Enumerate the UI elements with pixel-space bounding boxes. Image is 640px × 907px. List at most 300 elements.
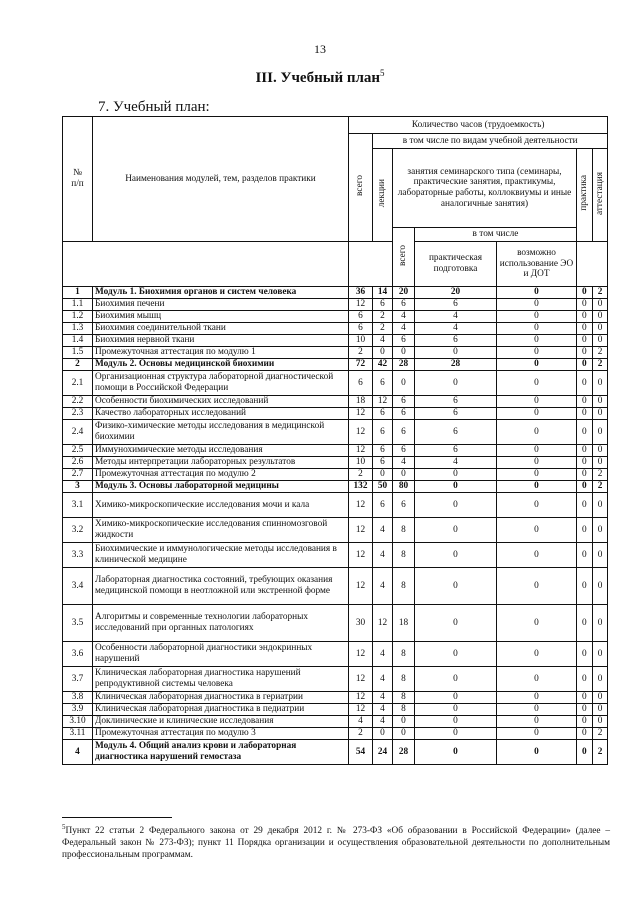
cell-total: 72 [349, 359, 373, 371]
table-row [63, 335, 608, 347]
cell-att: 0 [592, 543, 608, 568]
cell-eo: 0 [497, 481, 577, 493]
cell-prac: 0 [415, 667, 497, 692]
cell-prac: 6 [415, 445, 497, 457]
cell-total: 12 [349, 704, 373, 716]
cell-lec: 4 [373, 704, 393, 716]
cell-prac: 4 [415, 323, 497, 335]
cell-att: 0 [592, 518, 608, 543]
cell-att: 0 [592, 667, 608, 692]
cell-sem: 28 [393, 740, 415, 765]
cell-att: 0 [592, 716, 608, 728]
cell-total: 54 [349, 740, 373, 765]
cell-sem: 0 [393, 347, 415, 359]
cell-name: Клиническая лабораторная диагностика в гериатрии [93, 692, 349, 704]
table-row [63, 445, 608, 457]
cell-name: Биохимия мышц [93, 311, 349, 323]
cell-lec: 14 [373, 287, 393, 299]
cell-name: Биохимия нервной ткани [93, 335, 349, 347]
footnote-marker: 5 [62, 823, 66, 831]
cell-prac: 0 [415, 642, 497, 667]
cell-name: Промежуточная аттестация по модулю 3 [93, 728, 349, 740]
cell-eo: 0 [497, 493, 577, 518]
cell-num: 2 [63, 359, 93, 371]
cell-eo: 0 [497, 716, 577, 728]
cell-att: 0 [592, 605, 608, 642]
cell-eo: 0 [497, 457, 577, 469]
cell-practice: 0 [577, 518, 593, 543]
cell-num: 3.1 [63, 493, 93, 518]
cell-practice: 0 [577, 347, 593, 359]
cell-att: 0 [592, 457, 608, 469]
cell-name: Алгоритмы и современные технологии лабораторных исследований при органных патологиях [93, 605, 349, 642]
cell-eo: 0 [497, 445, 577, 457]
cell-prac: 0 [415, 481, 497, 493]
cell-practice: 0 [577, 335, 593, 347]
cell-practice: 0 [577, 299, 593, 311]
table-row [63, 642, 608, 667]
cell-eo: 0 [497, 568, 577, 605]
cell-sem: 6 [393, 335, 415, 347]
cell-lec: 2 [373, 311, 393, 323]
header-remote: возможно использование ЭО и ДОТ [497, 242, 577, 287]
cell-num: 1 [63, 287, 93, 299]
table-row [63, 396, 608, 408]
cell-name: Модуль 4. Общий анализ крови и лабораторная диагностика нарушений гемостаза [93, 740, 349, 765]
cell-prac: 0 [415, 469, 497, 481]
table-row [63, 457, 608, 469]
table-row [63, 323, 608, 335]
cell-sem: 0 [393, 728, 415, 740]
cell-total: 2 [349, 728, 373, 740]
cell-sem: 0 [393, 371, 415, 396]
header-spacer-3 [577, 242, 608, 287]
cell-practice: 0 [577, 642, 593, 667]
cell-eo: 0 [497, 704, 577, 716]
cell-practice: 0 [577, 667, 593, 692]
cell-practice: 0 [577, 543, 593, 568]
header-practical: практическая подготовка [415, 242, 497, 287]
footnote [62, 823, 610, 861]
cell-eo: 0 [497, 396, 577, 408]
cell-name: Особенности биохимических исследований [93, 396, 349, 408]
cell-eo: 0 [497, 420, 577, 445]
cell-eo: 0 [497, 371, 577, 396]
cell-name: Лабораторная диагностика состояний, требующих оказания медицинской помощи в неотложной или экстренной форме [93, 568, 349, 605]
cell-eo: 0 [497, 469, 577, 481]
cell-name: Клиническая лабораторная диагностика в педиатрии [93, 704, 349, 716]
cell-sem: 8 [393, 518, 415, 543]
cell-sem: 4 [393, 311, 415, 323]
table-row [63, 543, 608, 568]
cell-prac: 28 [415, 359, 497, 371]
cell-eo: 0 [497, 287, 577, 299]
cell-eo: 0 [497, 359, 577, 371]
cell-lec: 6 [373, 371, 393, 396]
cell-num: 3.3 [63, 543, 93, 568]
cell-lec: 4 [373, 642, 393, 667]
header-attestation [592, 149, 608, 242]
cell-name: Промежуточная аттестация по модулю 2 [93, 469, 349, 481]
table-row [63, 667, 608, 692]
cell-total: 12 [349, 445, 373, 457]
cell-lec: 6 [373, 299, 393, 311]
cell-prac: 0 [415, 518, 497, 543]
cell-num: 1.4 [63, 335, 93, 347]
table-row [63, 311, 608, 323]
table-row [63, 371, 608, 396]
cell-eo: 0 [497, 347, 577, 359]
cell-name: Химико-микроскопические исследования спинномозговой жидкости [93, 518, 349, 543]
cell-sem: 8 [393, 692, 415, 704]
cell-name: Физико-химические методы исследования в медицинской биохимии [93, 420, 349, 445]
header-seminar-total-text: всего [398, 244, 409, 266]
cell-total: 12 [349, 568, 373, 605]
cell-num: 3.2 [63, 518, 93, 543]
cell-num: 1.3 [63, 323, 93, 335]
cell-name: Химико-микроскопические исследования мочи и кала [93, 493, 349, 518]
cell-prac: 0 [415, 605, 497, 642]
cell-att: 2 [592, 287, 608, 299]
table-row [63, 347, 608, 359]
cell-lec: 6 [373, 445, 393, 457]
cell-total: 12 [349, 493, 373, 518]
cell-lec: 50 [373, 481, 393, 493]
cell-lec: 0 [373, 469, 393, 481]
header-hours: Количество часов (трудоемкость) [349, 117, 608, 134]
cell-eo: 0 [497, 692, 577, 704]
cell-att: 0 [592, 396, 608, 408]
cell-att: 0 [592, 371, 608, 396]
cell-num: 3.6 [63, 642, 93, 667]
cell-prac: 6 [415, 299, 497, 311]
header-num: № п/п [63, 117, 93, 242]
cell-practice: 0 [577, 605, 593, 642]
cell-lec: 42 [373, 359, 393, 371]
cell-sem: 6 [393, 299, 415, 311]
cell-total: 6 [349, 311, 373, 323]
cell-att: 0 [592, 323, 608, 335]
cell-lec: 4 [373, 667, 393, 692]
cell-lec: 4 [373, 335, 393, 347]
cell-sem: 8 [393, 642, 415, 667]
cell-total: 12 [349, 667, 373, 692]
header-name: Наименования модулей, тем, разделов практики [93, 117, 349, 242]
cell-att: 2 [592, 347, 608, 359]
cell-practice: 0 [577, 457, 593, 469]
cell-lec: 6 [373, 457, 393, 469]
table-row [63, 518, 608, 543]
cell-name: Модуль 2. Основы медицинской биохимии [93, 359, 349, 371]
cell-practice: 0 [577, 481, 593, 493]
cell-att: 0 [592, 692, 608, 704]
cell-lec: 6 [373, 408, 393, 420]
cell-prac: 0 [415, 568, 497, 605]
cell-total: 12 [349, 420, 373, 445]
cell-lec: 12 [373, 605, 393, 642]
cell-lec: 4 [373, 518, 393, 543]
cell-total: 6 [349, 371, 373, 396]
cell-lec: 6 [373, 493, 393, 518]
cell-total: 12 [349, 543, 373, 568]
cell-total: 12 [349, 408, 373, 420]
header-practice-text: практика [579, 175, 589, 211]
cell-total: 2 [349, 469, 373, 481]
cell-practice: 0 [577, 740, 593, 765]
cell-total: 6 [349, 323, 373, 335]
cell-lec: 2 [373, 323, 393, 335]
cell-eo: 0 [497, 642, 577, 667]
cell-prac: 0 [415, 704, 497, 716]
cell-name: Биохимические и иммунологические методы исследования в клинической медицине [93, 543, 349, 568]
cell-sem: 6 [393, 408, 415, 420]
header-spacer-2 [349, 242, 393, 287]
cell-att: 2 [592, 359, 608, 371]
cell-sem: 8 [393, 543, 415, 568]
header-practice [577, 149, 593, 242]
cell-name: Промежуточная аттестация по модулю 1 [93, 347, 349, 359]
subheading: 7. Учебный план: [98, 99, 210, 115]
cell-lec: 24 [373, 740, 393, 765]
cell-name: Иммунохимические методы исследования [93, 445, 349, 457]
cell-num: 3.10 [63, 716, 93, 728]
header-total [349, 134, 373, 242]
cell-num: 2.2 [63, 396, 93, 408]
cell-num: 2.1 [63, 371, 93, 396]
cell-num: 3.7 [63, 667, 93, 692]
cell-eo: 0 [497, 728, 577, 740]
page-number: 13 [314, 42, 326, 56]
module-row [63, 359, 608, 371]
cell-att: 2 [592, 728, 608, 740]
curriculum-table [62, 116, 608, 765]
cell-att: 0 [592, 568, 608, 605]
table-row [63, 420, 608, 445]
cell-lec: 6 [373, 420, 393, 445]
cell-prac: 6 [415, 408, 497, 420]
cell-name: Клиническая лабораторная диагностика нарушений репродуктивной системы человека [93, 667, 349, 692]
cell-prac: 4 [415, 457, 497, 469]
cell-sem: 4 [393, 457, 415, 469]
cell-num: 3.5 [63, 605, 93, 642]
cell-eo: 0 [497, 740, 577, 765]
cell-name: Методы интерпретации лабораторных результатов [93, 457, 349, 469]
cell-practice: 0 [577, 420, 593, 445]
cell-sem: 8 [393, 704, 415, 716]
footnote-rule [62, 817, 172, 818]
cell-total: 30 [349, 605, 373, 642]
heading-footnote-ref: 5 [380, 68, 385, 78]
cell-lec: 12 [373, 396, 393, 408]
cell-num: 3.8 [63, 692, 93, 704]
cell-eo: 0 [497, 323, 577, 335]
cell-name: Организационная структура лабораторной диагностической помощи в Российской Федерации [93, 371, 349, 396]
cell-prac: 0 [415, 371, 497, 396]
cell-practice: 0 [577, 716, 593, 728]
header-spacer [63, 242, 349, 287]
cell-eo: 0 [497, 605, 577, 642]
module-row [63, 740, 608, 765]
cell-sem: 6 [393, 396, 415, 408]
cell-prac: 0 [415, 347, 497, 359]
footnote-text: Пункт 22 статьи 2 Федерального закона от 29 декабря 2012 г. № 273-ФЗ «Об образовании в Российской Федерации» (далее – Федеральный закон № 273-ФЗ); пункт 11 Порядка организации и осуществления образовательной деятельности по дополнительным профессиональным программам. [62, 826, 610, 861]
cell-num: 2.5 [63, 445, 93, 457]
cell-att: 0 [592, 445, 608, 457]
cell-num: 2.7 [63, 469, 93, 481]
cell-sem: 0 [393, 469, 415, 481]
cell-practice: 0 [577, 359, 593, 371]
cell-prac: 0 [415, 740, 497, 765]
cell-practice: 0 [577, 311, 593, 323]
table-row [63, 408, 608, 420]
header-seminar-total [393, 228, 415, 287]
cell-att: 0 [592, 299, 608, 311]
cell-sem: 28 [393, 359, 415, 371]
cell-total: 2 [349, 347, 373, 359]
cell-num: 1.1 [63, 299, 93, 311]
cell-practice: 0 [577, 396, 593, 408]
module-row [63, 481, 608, 493]
header-by-type: в том числе по видам учебной деятельности [373, 134, 608, 149]
cell-eo: 0 [497, 543, 577, 568]
header-attestation-text: аттестация [594, 171, 605, 215]
cell-practice: 0 [577, 371, 593, 396]
cell-num: 3 [63, 481, 93, 493]
cell-total: 4 [349, 716, 373, 728]
cell-num: 2.3 [63, 408, 93, 420]
header-lectures-text: лекции [377, 179, 388, 208]
cell-sem: 6 [393, 445, 415, 457]
cell-num: 3.11 [63, 728, 93, 740]
cell-name: Доклинические и клинические исследования [93, 716, 349, 728]
cell-total: 12 [349, 692, 373, 704]
cell-prac: 20 [415, 287, 497, 299]
cell-att: 0 [592, 335, 608, 347]
cell-lec: 0 [373, 347, 393, 359]
cell-att: 2 [592, 481, 608, 493]
cell-num: 1.5 [63, 347, 93, 359]
cell-name: Модуль 1. Биохимия органов и систем человека [93, 287, 349, 299]
cell-att: 2 [592, 740, 608, 765]
cell-practice: 0 [577, 704, 593, 716]
cell-eo: 0 [497, 667, 577, 692]
cell-practice: 0 [577, 408, 593, 420]
cell-practice: 0 [577, 469, 593, 481]
module-row [63, 287, 608, 299]
cell-att: 0 [592, 493, 608, 518]
cell-num: 2.4 [63, 420, 93, 445]
cell-sem: 8 [393, 568, 415, 605]
cell-sem: 20 [393, 287, 415, 299]
cell-sem: 18 [393, 605, 415, 642]
cell-name: Особенности лабораторной диагностики эндокринных нарушений [93, 642, 349, 667]
cell-total: 132 [349, 481, 373, 493]
cell-sem: 4 [393, 323, 415, 335]
cell-att: 2 [592, 469, 608, 481]
cell-att: 0 [592, 408, 608, 420]
cell-att: 0 [592, 642, 608, 667]
table-row [63, 299, 608, 311]
table-row [63, 605, 608, 642]
cell-practice: 0 [577, 493, 593, 518]
cell-lec: 0 [373, 728, 393, 740]
cell-prac: 0 [415, 692, 497, 704]
cell-att: 0 [592, 420, 608, 445]
cell-practice: 0 [577, 728, 593, 740]
cell-prac: 0 [415, 728, 497, 740]
cell-total: 12 [349, 299, 373, 311]
cell-practice: 0 [577, 568, 593, 605]
cell-num: 3.9 [63, 704, 93, 716]
cell-name: Биохимия соединительной ткани [93, 323, 349, 335]
cell-num: 2.6 [63, 457, 93, 469]
cell-num: 3.4 [63, 568, 93, 605]
cell-eo: 0 [497, 408, 577, 420]
cell-att: 0 [592, 704, 608, 716]
cell-name: Биохимия печени [93, 299, 349, 311]
cell-total: 10 [349, 457, 373, 469]
table-row [63, 692, 608, 704]
cell-sem: 6 [393, 420, 415, 445]
table-row [63, 493, 608, 518]
cell-lec: 4 [373, 716, 393, 728]
cell-sem: 0 [393, 716, 415, 728]
cell-total: 10 [349, 335, 373, 347]
cell-sem: 6 [393, 493, 415, 518]
cell-eo: 0 [497, 299, 577, 311]
header-total-text: всего [355, 175, 366, 197]
cell-practice: 0 [577, 692, 593, 704]
cell-prac: 6 [415, 335, 497, 347]
table-row [63, 716, 608, 728]
cell-practice: 0 [577, 445, 593, 457]
cell-num: 4 [63, 740, 93, 765]
cell-lec: 4 [373, 543, 393, 568]
cell-prac: 6 [415, 420, 497, 445]
cell-lec: 4 [373, 692, 393, 704]
cell-total: 18 [349, 396, 373, 408]
cell-prac: 0 [415, 493, 497, 518]
cell-sem: 80 [393, 481, 415, 493]
section-heading [0, 68, 640, 87]
cell-lec: 4 [373, 568, 393, 605]
header-seminar: занятия семинарского типа (семинары, практические занятия, практикумы, лабораторные работы, коллоквиумы и иные аналогичные занятия) [393, 149, 577, 228]
section-heading-text: III. Учебный план [255, 70, 381, 86]
cell-sem: 8 [393, 667, 415, 692]
cell-total: 12 [349, 642, 373, 667]
table-row [63, 704, 608, 716]
cell-prac: 0 [415, 716, 497, 728]
table-row [63, 469, 608, 481]
cell-eo: 0 [497, 335, 577, 347]
cell-eo: 0 [497, 518, 577, 543]
cell-total: 36 [349, 287, 373, 299]
cell-prac: 0 [415, 543, 497, 568]
cell-num: 1.2 [63, 311, 93, 323]
cell-name: Качество лабораторных исследований [93, 408, 349, 420]
table-row [63, 728, 608, 740]
cell-name: Модуль 3. Основы лабораторной медицины [93, 481, 349, 493]
cell-practice: 0 [577, 323, 593, 335]
cell-prac: 6 [415, 396, 497, 408]
table-row [63, 568, 608, 605]
header-lectures [373, 149, 393, 242]
cell-practice: 0 [577, 287, 593, 299]
header-incl: в том числе [415, 228, 577, 242]
cell-prac: 4 [415, 311, 497, 323]
cell-total: 12 [349, 518, 373, 543]
cell-att: 0 [592, 311, 608, 323]
